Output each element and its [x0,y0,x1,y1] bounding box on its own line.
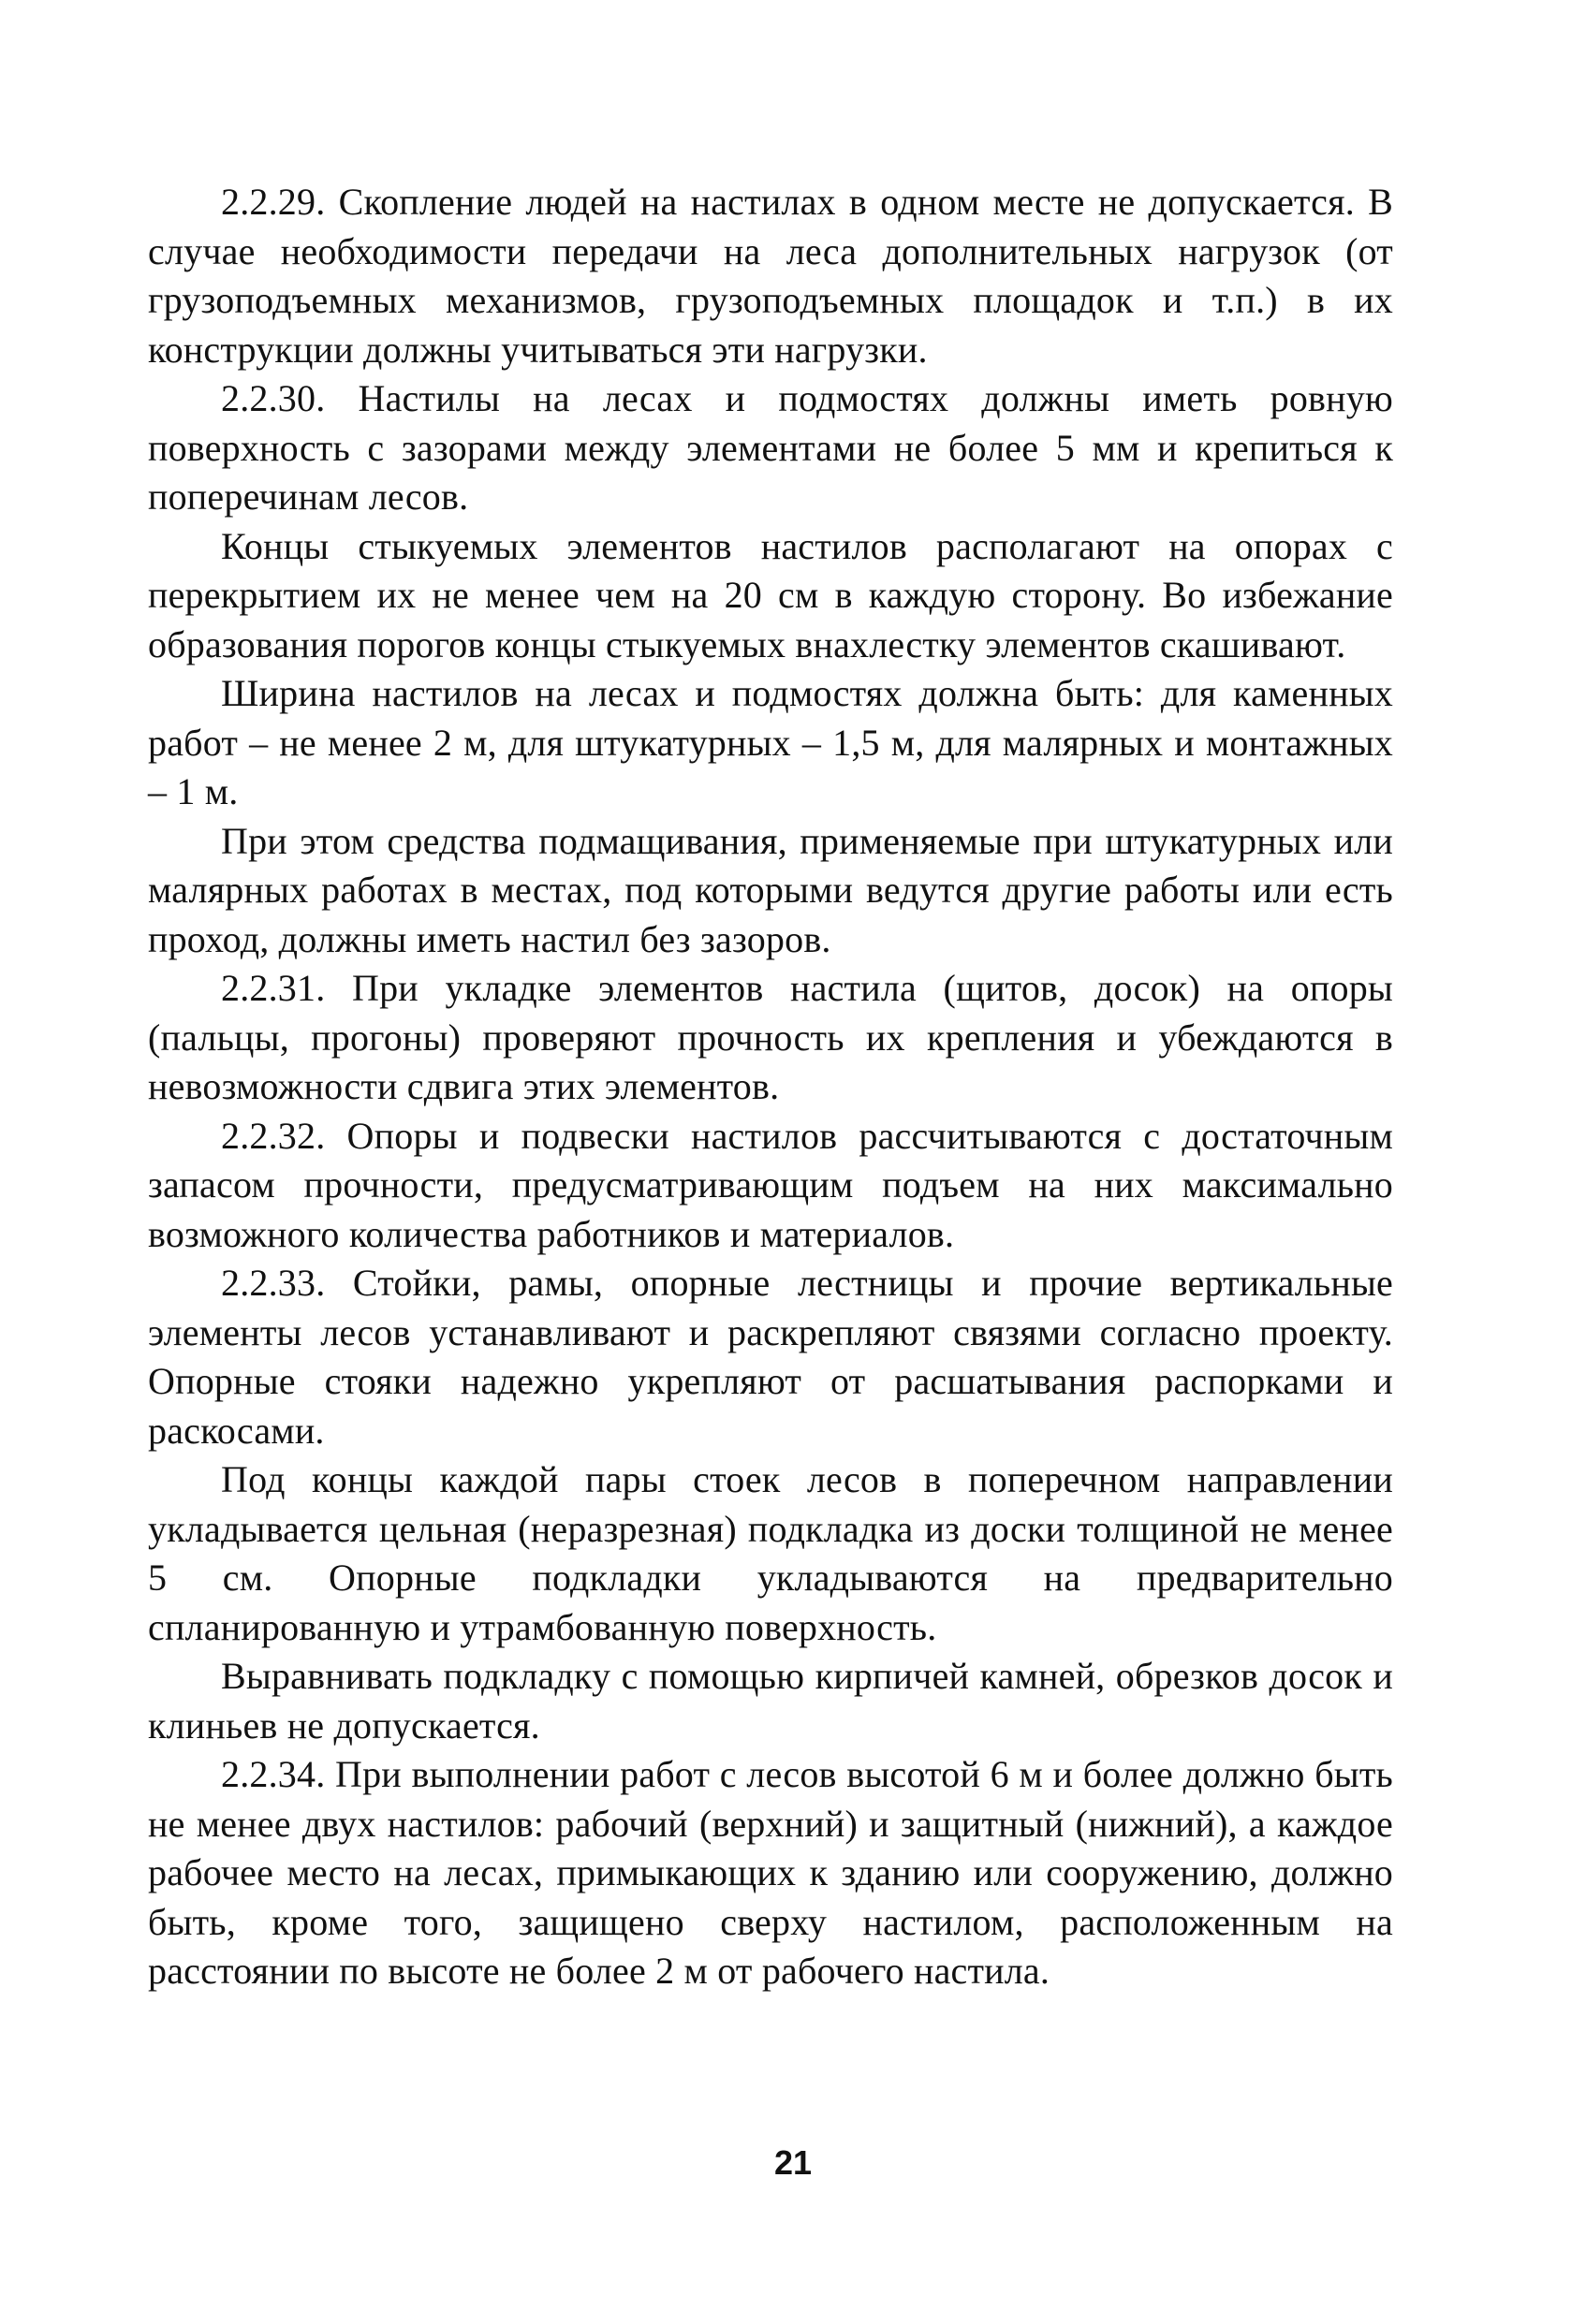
paragraph-no-gaps: При этом средства подмащивания, применяемые при штукатурных или малярных работах в местах, под которыми ведутся другие работы или есть проход, должны иметь настил без зазоров. [148,819,1393,960]
paragraph-2-2-34: 2.2.34. При выполнении работ с лесов высотой 6 м и более должно быть не менее двух настилов: рабочий (верхний) и защитный (нижний), а каждое рабочее место на лесах, примыкающих к зданию или сооружению, должно быть, кроме того, защищено сверху настилом, расположенным на расстоянии по высоте не более 2 м от рабочего настила. [148,1753,1393,1992]
paragraph-pads: Под концы каждой пары стоек лесов в поперечном направлении укладывается цельная (неразрезная) подкладка из доски толщиной не менее 5 см. Опорные подкладки укладываются на предварительно спланированную и утрамбованную поверхность. [148,1458,1393,1648]
paragraph-2-2-33: 2.2.33. Стойки, рамы, опорные лестницы и прочие вертикальные элементы лесов устанавливают и раскрепляют связями согласно проекту. Опорные стояки надежно укрепляют от расшатывания распорками и раскосами. [148,1262,1393,1452]
paragraph-2-2-29: 2.2.29. Скопление людей на настилах в одном месте не допускается. В случае необходимости передачи на леса дополнительных нагрузок (от грузоподъемных механизмов, грузоподъемных площадок и т.п.) в их конструкции должны учитываться эти нагрузки. [148,181,1393,371]
page-text [148,178,1393,1996]
page-number: 21 [773,2143,813,2182]
paragraph-overlap: Концы стыкуемых элементов настилов располагают на опорах с перекрытием их не менее чем на 20 см в каждую сторону. Во избежание образования порогов концы стыкуемых внахлестку элементов скашивают. [148,524,1393,665]
paragraph-width: Ширина настилов на лесах и подмостях должна быть: для каменных работ – не менее 2 м, для штукатурных – 1,5 м, для малярных и монтажных – 1 м. [148,672,1393,812]
paragraph-leveling: Выравнивать подкладку с помощью кирпичей камней, обрезков досок и клиньев не допускается. [148,1655,1393,1747]
paragraph-2-2-32: 2.2.32. Опоры и подвески настилов рассчитываются с достаточным запасом прочности, предусматривающим подъем на них максимально возможного количества работников и материалов. [148,1114,1393,1255]
paragraph-2-2-31: 2.2.31. При укладке элементов настила (щитов, досок) на опоры (пальцы, прогоны) проверяют прочность их крепления и убеждаются в невозможности сдвига этих элементов. [148,967,1393,1107]
paragraph-2-2-30: 2.2.30. Настилы на лесах и подмостях должны иметь ровную поверхность с зазорами между элементами не более 5 мм и крепиться к поперечинам лесов. [148,377,1393,518]
